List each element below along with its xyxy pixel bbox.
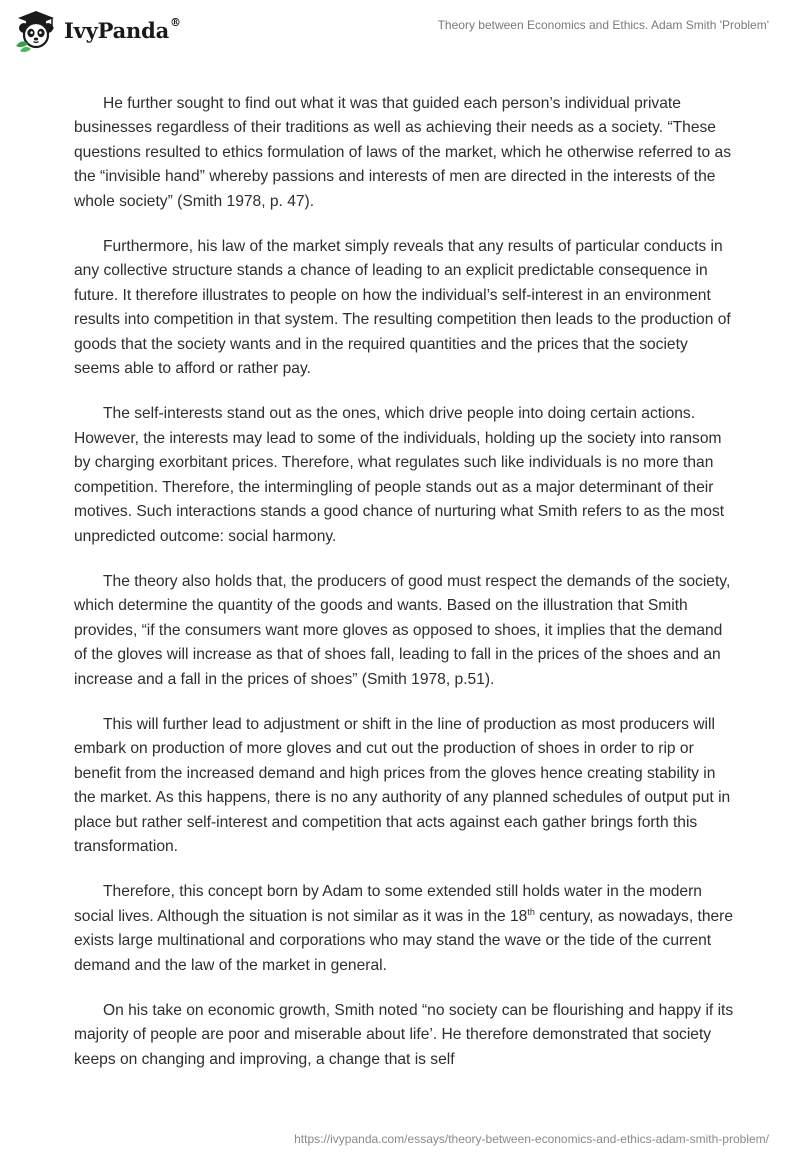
brand-name: IvyPanda® [64,15,181,43]
paragraph-6-text-before: Therefore, this concept born by Adam to some extended still holds water in the modern social lives. Although the situation is not similar as it was in the 18 [74,883,702,925]
brand-logo[interactable] [14,8,181,52]
paragraph-6 [74,880,734,978]
paragraph-2: Furthermore, his law of the market simply reveals that any results of particular conducts in any collective structure stands a chance of leading to an explicit predictable consequence in future. It therefore illustrates to people on how the individual’s self-interest in an environment results into competition in that system. The resulting competition then leads to the production of goods that the society wants and in the required quantities and the prices that the society seems able to afford or rather pay. [74,238,731,378]
registered-mark: ® [170,15,181,29]
page-header [0,0,800,60]
essay-body [74,92,734,1093]
panda-graduate-icon [14,8,58,52]
paragraph-6-text-after: century, as nowadays, there exists large multinational and corporations who may stand the wave or the tide of the current demand and the law of the market in general. [74,907,734,974]
paragraph-1: He further sought to find out what it was that guided each person’s individual private businesses regardless of their traditions as well as achieving their needs as a society. “These questions resulted to ethics formulation of laws of the market, which he otherwise referred to as the “invisible hand” whereby passions and interests of men are directed in the interests of the whole society” (Smith 1978, p. 47). [74,95,731,210]
source-url[interactable]: https://ivypanda.com/essays/theory-between-economics-and-ethics-adam-smith-problem/ [294,1132,769,1146]
ordinal-superscript: th [527,906,535,917]
paragraph-7: On his take on economic growth, Smith noted “no society can be flourishing and happy if its majority of people are poor and miserable about life’. He therefore demonstrated that society keeps on changing and improving, a change that is self [74,1002,734,1068]
paragraph-5: This will further lead to adjustment or shift in the line of production as most producers will embark on production of more gloves and cut out the production of shoes in order to rip or benefit from the increased demand and high prices from the gloves hence creating stability in the market. As this happens, there is no any authority of any planned schedules of output put in place but rather self-interest and competition that acts against each gather brings forth this transformation. [74,715,731,855]
paragraph-4: The theory also holds that, the producers of good must respect the demands of the society, which determine the quantity of the goods and wants. Based on the illustration that Smith provides, “if the consumers want more gloves as opposed to shoes, it implies that the demand of the gloves will increase as that of shoes fall, leading to fall in the prices of the shoes and an increase and a fall in the prices of shoes” (Smith 1978, p.51). [74,572,731,688]
paragraph-3: The self-interests stand out as the ones, which drive people into doing certain actions. However, the interests may lead to some of the individuals, holding up the society into ransom by charging exorbitant prices. Therefore, what regulates such like individuals is no more than competition. Therefore, the intermingling of people stands out as a major determinant of their motives. Such interactions stands a good chance of nurturing what Smith refers to as the most unpredicted outcome: social harmony. [74,405,725,545]
document-title: Theory between Economics and Ethics. Adam Smith 'Problem' [437,18,769,32]
